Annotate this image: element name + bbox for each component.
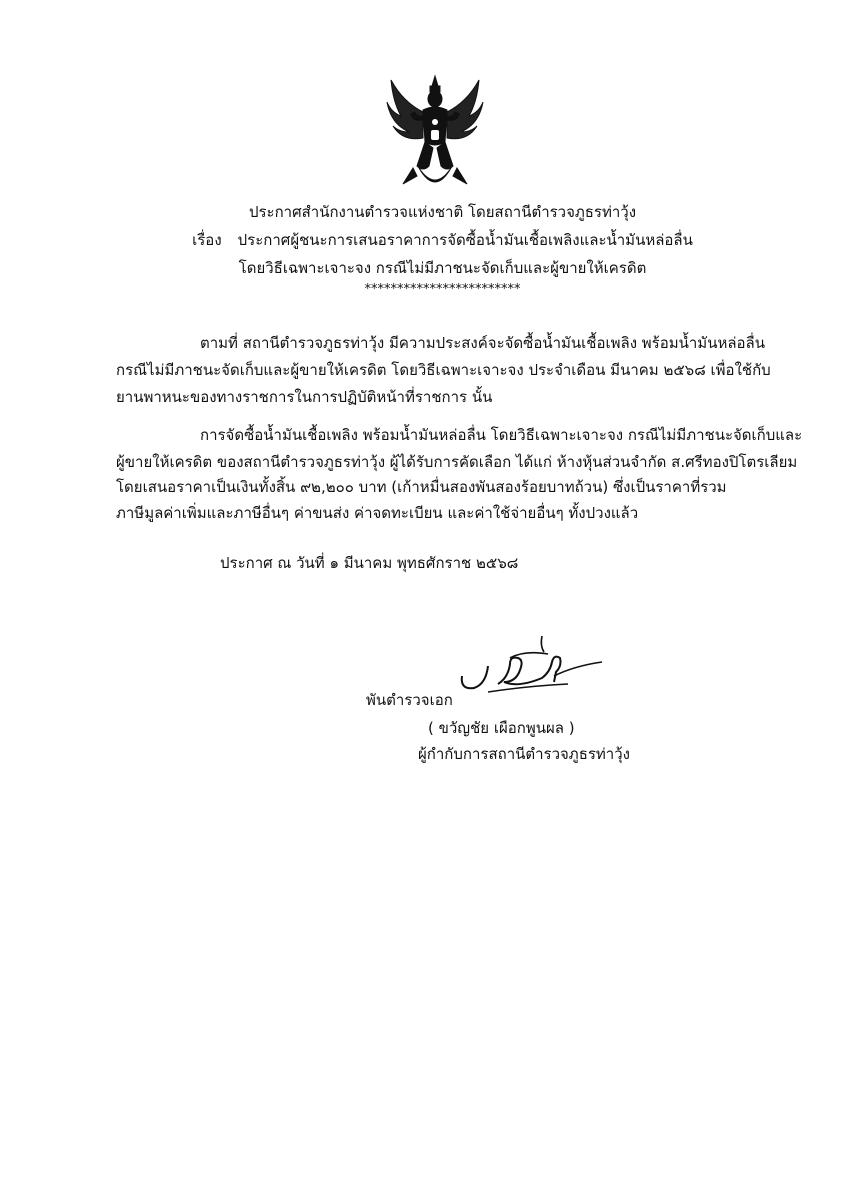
para2-line-4: ภาษีมูลค่าเพิ่มและภาษีอื่นๆ ค่าขนส่ง ค่าจดทะเบียน และค่าใช้จ่ายอื่นๆ ทั้งปวงแล้ว [116,504,639,522]
signatory-rank: พันตำรวจเอก [366,691,453,709]
para1-line-3: ยานพาหนะของทางราชการในการปฏิบัติหน้าที่ราชการ นั้น [116,388,493,406]
para1-line-2: กรณีไม่มีภาชนะจัดเก็บและผู้ขายให้เครดิต โดยวิธีเฉพาะเจาะจง ประจำเดือน มีนาคม ๒๕๖๘ เพื่อใช้กับ [116,361,771,379]
handwritten-signature [458,632,608,702]
header-separator: ************************ [364,282,521,297]
announcement-date: ประกาศ ณ วันที่ ๑ มีนาคม พุทธศักราช ๒๕๖๘ [220,554,519,572]
header-method-line: โดยวิธีเฉพาะเจาะจง กรณีไม่มีภาชนะจัดเก็บและผู้ขายให้เครดิต [238,259,647,277]
header-office-line: ประกาศสำนักงานตำรวจแห่งชาติ โดยสถานีตำรวจภูธรท่าวุ้ง [248,203,637,221]
header-subject-line [20,230,845,250]
para2-line-2: ผู้ขายให้เครดิต ของสถานีตำรวจภูธรท่าวุ้ง ผู้ได้รับการคัดเลือก ได้แก่ ห้างหุ้นส่วนจำกัด ส.ศรีทองปิโตรเลียม [116,453,798,471]
garuda-emblem-icon [383,72,487,196]
subject-text: ประกาศผู้ชนะการเสนอราคาการจัดซื้อน้ำมันเชื้อเพลิงและน้ำมันหล่อลื่น [237,231,693,249]
para1-line-1: ตามที่ สถานีตำรวจภูธรท่าวุ้ง มีความประสงค์จะจัดซื้อน้ำมันเชื้อเพลิง พร้อมน้ำมันหล่อลื่น [200,334,765,352]
para2-line-3: โดยเสนอราคาเป็นเงินทั้งสิ้น ๙๒,๒๐๐ บาท (เก้าหมื่นสองพันสองร้อยบาทถ้วน) ซึ่งเป็นราคาที่รวม [116,478,727,496]
subject-label: เรื่อง [192,231,222,249]
para2-line-1: การจัดซื้อน้ำมันเชื้อเพลิง พร้อมน้ำมันหล่อลื่น โดยวิธีเฉพาะเจาะจง กรณีไม่มีภาชนะจัดเก็บและ [200,426,803,444]
signatory-name: ( ขวัญชัย เผือกพูนผล ) [428,719,575,737]
signatory-title: ผู้กำกับการสถานีตำรวจภูธรท่าวุ้ง [418,745,630,763]
